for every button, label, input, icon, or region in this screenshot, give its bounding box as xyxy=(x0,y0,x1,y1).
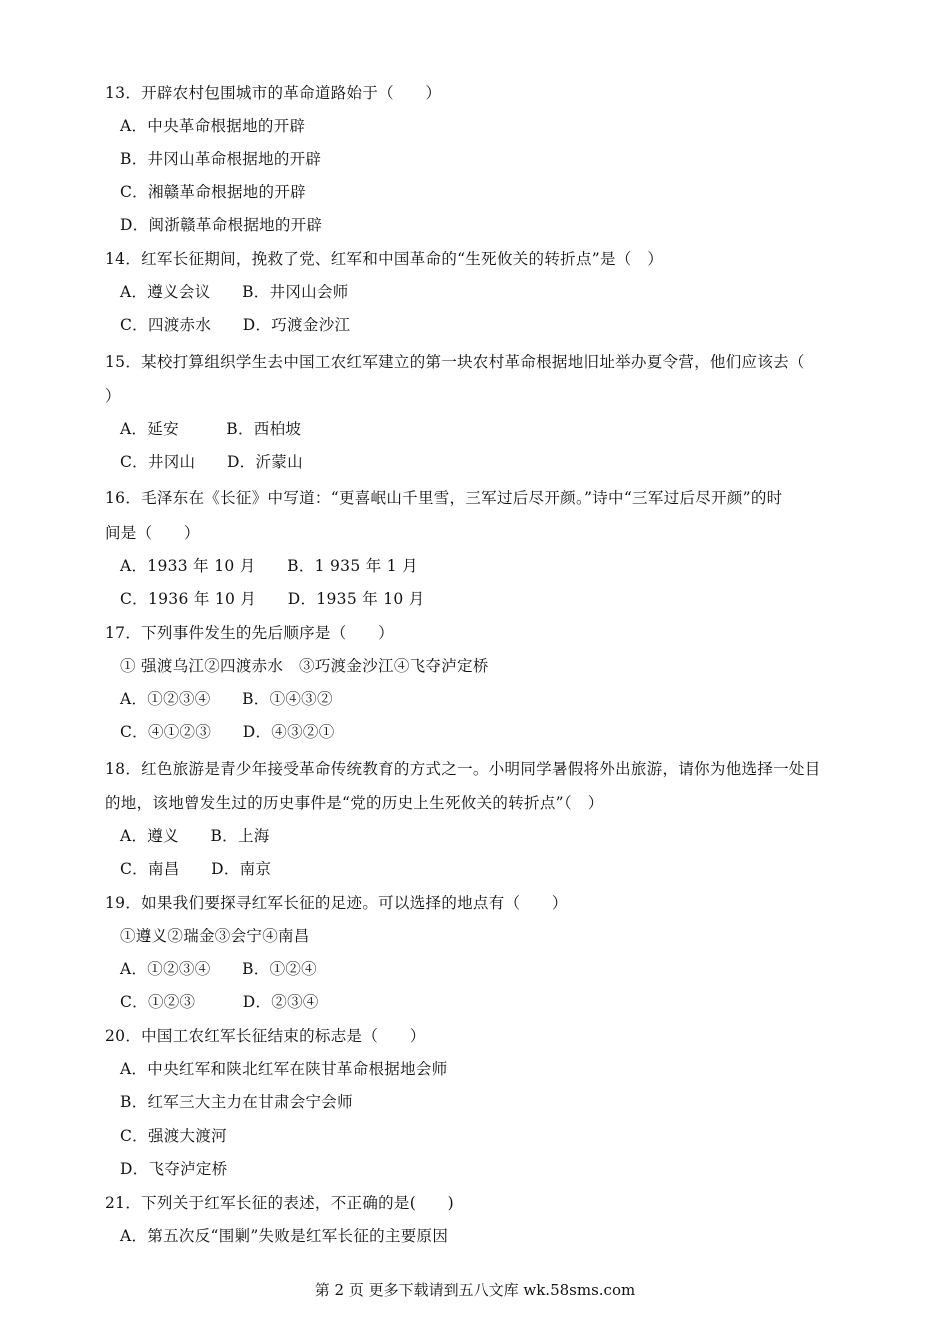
question-17-options-ab: A．①②③④ B．①④③② xyxy=(120,690,333,708)
question-19-stem: 19．如果我们要探寻红军长征的足迹。可以选择的地点有（ ） xyxy=(105,894,568,912)
question-17-stem: 17．下列事件发生的先后顺序是（ ） xyxy=(105,624,394,642)
question-13-option-d: D．闽浙赣革命根据地的开辟 xyxy=(120,216,323,234)
question-17-events: ① 强渡乌江②四渡赤水 ③巧渡金沙江④飞夺泸定桥 xyxy=(120,657,489,675)
question-15-stem-cont: ） xyxy=(105,387,121,405)
question-16-stem: 16．毛泽东在《长征》中写道：“更喜岷山千里雪，三军过后尽开颜。”诗中“三军过后尽开颜”的时 xyxy=(105,489,783,507)
question-18-stem-cont: 的地，该地曾发生过的历史事件是“党的历史上生死攸关的转折点”（ ） xyxy=(105,794,604,812)
question-14-options-ab: A．遵义会议 B．井冈山会师 xyxy=(120,283,349,301)
question-15-stem: 15．某校打算组织学生去中国工农红军建立的第一块农村革命根据地旧址举办夏令营，他们应该去（ xyxy=(105,353,805,371)
question-17-options-cd: C．④①②③ D．④③②① xyxy=(120,723,335,741)
question-18-options-ab: A．遵义 B．上海 xyxy=(120,827,270,845)
question-16-stem-cont: 间是（ ） xyxy=(105,524,200,542)
question-18-stem: 18．红色旅游是青少年接受革命传统教育的方式之一。小明同学暑假将外出旅游，请你为他选择一处目 xyxy=(105,760,821,778)
question-15-options-cd: C．井冈山 D．沂蒙山 xyxy=(120,453,303,471)
question-20-stem: 20．中国工农红军长征结束的标志是（ ） xyxy=(105,1027,426,1045)
question-14-stem: 14．红军长征期间，挽救了党、红军和中国革命的“生死攸关的转折点”是（ ） xyxy=(105,250,664,268)
question-13-option-a: A．中央革命根据地的开辟 xyxy=(120,117,306,135)
question-18-options-cd: C．南昌 D．南京 xyxy=(120,860,272,878)
question-20-option-c: C．强渡大渡河 xyxy=(120,1127,227,1145)
question-20-option-b: B．红军三大主力在甘肃会宁会师 xyxy=(120,1093,353,1111)
question-14-options-cd: C．四渡赤水 D．巧渡金沙江 xyxy=(120,316,351,334)
question-19-options-cd: C．①②③ D．②③④ xyxy=(120,993,319,1011)
question-21-option-a: A．第五次反“围剿”失败是红军长征的主要原因 xyxy=(120,1227,449,1245)
question-16-options-cd: C．1936 年 10 月 D．1935 年 10 月 xyxy=(120,590,425,608)
question-13-option-c: C．湘赣革命根据地的开辟 xyxy=(120,183,306,201)
page-footer: 第 2 页 更多下载请到五八文库 wk.58sms.com xyxy=(314,1281,636,1299)
question-20-option-a: A．中央红军和陕北红军在陕甘革命根据地会师 xyxy=(120,1060,448,1078)
question-15-options-ab: A．延安 B．西柏坡 xyxy=(120,420,302,438)
question-21-stem: 21．下列关于红军长征的表述，不正确的是( ) xyxy=(105,1194,455,1212)
question-19-places: ①遵义②瑞金③会宁④南昌 xyxy=(120,927,310,945)
question-13-option-b: B．井冈山革命根据地的开辟 xyxy=(120,150,322,168)
question-20-option-d: D．飞夺泸定桥 xyxy=(120,1160,228,1178)
question-13-stem: 13．开辟农村包围城市的革命道路始于（ ） xyxy=(105,84,442,102)
question-16-options-ab: A．1933 年 10 月 B．1 935 年 1 月 xyxy=(120,557,418,575)
question-19-options-ab: A．①②③④ B．①②④ xyxy=(120,960,317,978)
